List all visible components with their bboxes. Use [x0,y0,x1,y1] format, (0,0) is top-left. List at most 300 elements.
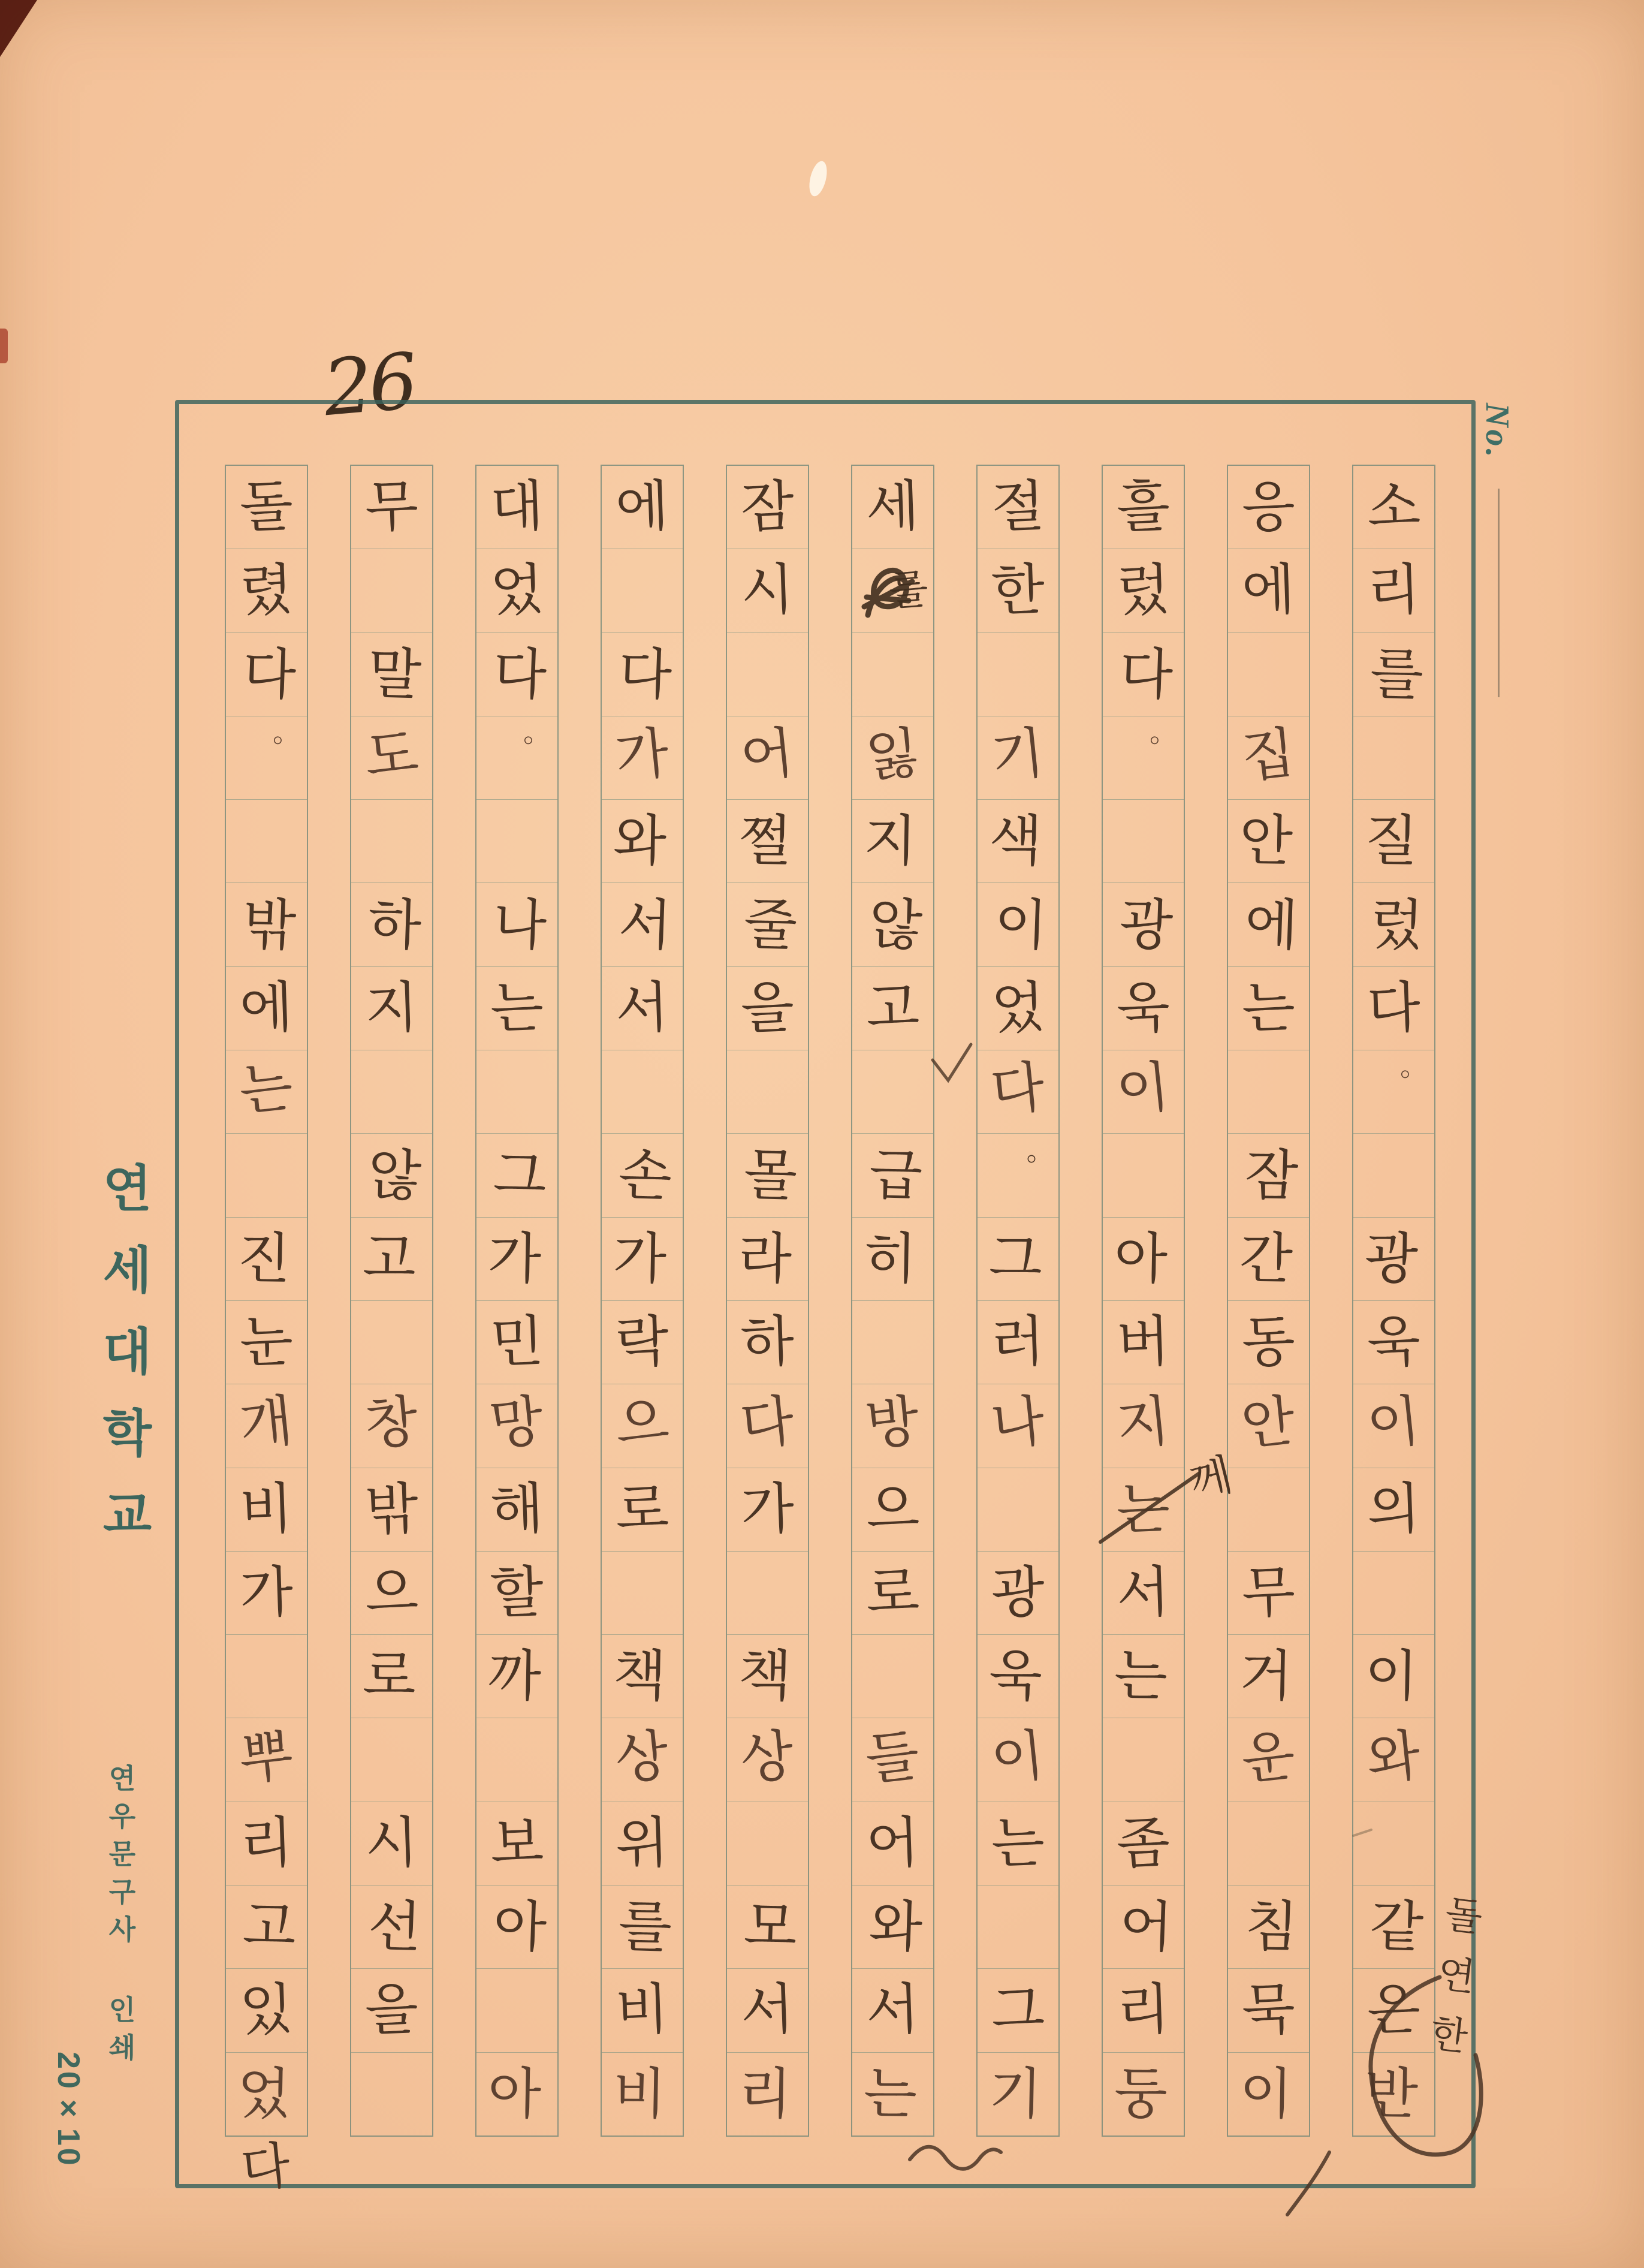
grid-cell [602,716,683,800]
grid-cell [1103,1218,1184,1301]
grid-cell [476,1050,557,1134]
grid-cell [602,1718,683,1802]
grid-cell [476,1134,557,1217]
grid-cell [978,800,1058,883]
handwritten-page-number: 26 [319,336,418,434]
grid-cell [1353,1718,1434,1802]
grid-cell [602,1050,683,1134]
grid-cell [852,549,933,632]
period-mark: 。 [270,713,301,749]
grid-cell [1353,1468,1434,1552]
handwritten-character: 돌 [239,474,294,540]
handwritten-character: 책 [613,1643,667,1709]
grid-cell [476,633,557,716]
handwritten-character: 다 [1118,641,1174,707]
handwritten-character: 아 [492,1893,548,1960]
grid-cell [602,1384,683,1468]
handwritten-character: 안 [1239,808,1293,874]
grid-cell [1228,800,1309,883]
grid-cell [727,1134,808,1217]
handwritten-character: 다 [1366,975,1422,1041]
handwritten-character: 보 [489,1810,545,1877]
handwritten-character: 창 [361,1388,421,1458]
grid-cell [351,800,432,883]
handwritten-character: 밖 [242,891,297,958]
handwritten-character: 욱 [1366,1309,1422,1375]
grid-cell [852,1718,933,1802]
handwritten-character: 그 [988,1225,1043,1291]
handwritten-character: 침 [1244,1893,1299,1960]
grid-cell [727,2053,808,2136]
grid-cell [727,1218,808,1301]
grid-cell [226,800,307,883]
grid-cell [1103,1718,1184,1802]
grid-cell [602,466,683,549]
handwritten-character: 민 [489,1309,545,1375]
handwritten-character: 비 [613,2061,667,2127]
grid-cell [978,1384,1058,1468]
handwritten-character: 잠 [740,474,795,540]
handwritten-character: 선 [367,1893,423,1960]
handwritten-character: 고 [242,1893,297,1960]
grid-cell [1228,1552,1309,1635]
grid-cell [351,1301,432,1384]
grid-cell [1228,1718,1309,1802]
grid-cell [602,633,683,716]
handwritten-character: 이 [993,891,1049,958]
overflow-character: 다 [238,2135,293,2199]
grid-cell [351,2053,432,2136]
handwritten-character: 가 [613,1225,667,1291]
grid-cell [852,466,933,549]
handwritten-character: 동 [1241,1309,1296,1375]
grid-cell [727,1718,808,1802]
handwritten-character: 나 [988,1388,1048,1458]
grid-cell [978,1802,1058,1886]
grid-cell [602,1468,683,1552]
grid-cell [476,1552,557,1635]
grid-cell [351,466,432,549]
no-blank-line [1498,489,1500,697]
handwritten-character: 렀 [1369,891,1425,958]
grid-cell [727,800,808,883]
grid-cell [351,883,432,966]
grid-cell [226,713,307,800]
handwritten-character: 비 [614,1977,670,2044]
grid-cell [226,1718,307,1802]
grid-cell [1103,549,1184,632]
grid-cell [602,1301,683,1384]
grid-cell [602,1802,683,1886]
grid-cell [602,1218,683,1301]
handwritten-character: 아 [1114,1225,1168,1291]
grid-cell [852,1552,933,1635]
handwritten-character: 시 [740,557,795,624]
handwritten-character: 들 [862,1722,922,1792]
handwritten-character: 상 [612,1722,672,1792]
paper-size-label: 20×10 [51,2052,86,2168]
handwritten-character: 간 [1239,1225,1293,1291]
handwritten-character: 응 [1241,474,1296,540]
school-name: 연세대학교 [94,1162,153,1570]
handwritten-character: 광 [1118,891,1174,958]
scan-corner-artifact [0,0,37,57]
grid-cell [1353,1047,1434,1134]
handwritten-character: 와 [1364,1722,1423,1792]
grid-cell [1103,633,1184,716]
handwritten-character: 으 [612,1388,672,1458]
handwritten-character: 에 [614,474,670,540]
grid-cell [351,1969,432,2052]
grid-cell [727,466,808,549]
grid-cell [1103,1301,1184,1384]
handwritten-character: 쩔 [738,808,792,874]
handwritten-character: 고 [865,975,921,1041]
handwritten-character: 않 [868,891,924,958]
grid-cell [476,1301,557,1384]
grid-cell [1353,1886,1434,1969]
grid-cell [351,549,432,632]
handwritten-character: 와 [613,808,667,874]
handwritten-character: 가 [487,1225,542,1291]
grid-cell [1228,1050,1309,1134]
period-mark: 。 [1147,713,1178,749]
handwritten-character: 위 [614,1810,670,1877]
handwritten-character: 이 [988,1722,1048,1792]
handwritten-character: 를 [886,565,930,616]
grid-cell [978,1468,1058,1552]
grid-cell [351,716,432,800]
grid-cell [476,800,557,883]
grid-cell [1353,883,1434,966]
grid-cell [1228,1886,1309,1969]
handwritten-character: 도 [361,720,421,790]
grid-cell [226,633,307,716]
grid-cell [727,716,808,800]
handwritten-character: 는 [236,1054,296,1124]
handwritten-character: 반 [1364,2061,1419,2127]
handwritten-character: 흘 [1115,474,1171,540]
grid-cell [602,1134,683,1217]
handwritten-character: 방 [862,1388,922,1458]
grid-cell [852,1969,933,2052]
handwritten-character: 서 [865,1977,921,2044]
grid-cell [727,883,808,966]
grid-cell [727,1301,808,1384]
grid-cell [1228,1969,1309,2052]
grid-cell [978,1718,1058,1802]
handwritten-character: 리 [1366,557,1422,624]
grid-cell [727,1468,808,1552]
handwritten-character: 서 [617,891,673,958]
grid-cell [727,1050,808,1134]
scan-speck-artifact [806,159,830,198]
handwritten-character: 서 [1115,1559,1171,1626]
grid-cell [852,1802,933,1886]
handwritten-character: 색 [988,808,1043,874]
grid-cell [476,883,557,966]
printer-name: 연우문구사 인쇄 [104,1764,137,2071]
grid-cell [1228,883,1309,966]
handwritten-character: 었 [237,2061,291,2127]
grid-cell [351,1552,432,1635]
grid-cell [727,1384,808,1468]
handwritten-character: 지 [1113,1388,1173,1458]
handwritten-character: 줄 [743,891,798,958]
handwritten-character: 나 [492,891,548,958]
handwritten-character: 고 [362,1225,417,1291]
handwritten-character: 안 [1238,1388,1298,1458]
grid-cell [852,1886,933,1969]
grid-cell [852,1134,933,1217]
grid-cell [226,1969,307,2052]
grid-cell [978,549,1058,632]
handwritten-character: 히 [863,1225,918,1291]
grid-cell [978,1050,1058,1134]
grid-cell [1103,466,1184,549]
grid-cell [852,1384,933,1468]
grid-cell [978,1218,1058,1301]
handwritten-character: 잠 [1244,1142,1299,1209]
grid-cell [351,1218,432,1301]
handwritten-character: 이 [1113,1054,1173,1124]
grid-cell [226,1134,307,1217]
handwritten-character: 잃 [862,720,922,790]
handwritten-character: 렀 [1115,557,1171,624]
handwritten-character: 그 [990,1977,1046,2044]
handwritten-character: 묵 [1241,1977,1296,2044]
handwritten-character: 밖 [364,1476,420,1543]
grid-cell [852,1218,933,1301]
manuscript-column [475,465,559,2137]
grid-cell [226,883,307,966]
grid-cell [476,1718,557,1802]
grid-cell [978,1301,1058,1384]
grid-cell [476,1802,557,1886]
grid-cell [602,883,683,966]
handwritten-character: 진 [237,1225,291,1291]
grid-cell [978,633,1058,716]
handwritten-character: 이 [1364,1643,1419,1709]
handwritten-character: 기 [988,720,1048,790]
grid-cell [226,1635,307,1718]
handwritten-character: 책 [738,1643,792,1709]
handwritten-character: 있 [239,1977,294,2044]
handwritten-character: 하 [367,891,423,958]
handwritten-character: 는 [489,975,545,1041]
handwritten-character: 뿌 [236,1722,296,1792]
grid-cell [1228,1218,1309,1301]
handwritten-character: 소 [1366,474,1422,540]
handwritten-character: 운 [1238,1722,1298,1792]
handwritten-character: 락 [614,1309,670,1375]
grid-cell [727,1802,808,1886]
manuscript-column [976,465,1060,2137]
grid-cell [1353,1218,1434,1301]
handwritten-character: 집 [1238,720,1298,790]
grid-cell [226,1218,307,1301]
handwritten-character: 할 [489,1559,545,1626]
grid-cell [351,1718,432,1802]
grid-cell [476,2053,557,2136]
grid-cell [852,716,933,800]
grid-cell [852,967,933,1050]
handwritten-character: 세 [865,474,921,540]
grid-cell [351,1635,432,1718]
grid-cell [1228,633,1309,716]
handwritten-character: 는 [990,1810,1046,1877]
grid-cell [1353,967,1434,1050]
handwritten-character: 이 [1364,1388,1423,1458]
grid-cell [476,1218,557,1301]
handwritten-character: 을 [364,1977,420,2044]
grid-cell [978,1886,1058,1969]
handwritten-character: 둥 [1114,2061,1168,2127]
grid-cell [1228,967,1309,1050]
handwritten-character: 으 [364,1559,420,1626]
grid-cell [476,1468,557,1552]
handwritten-character: 질 [1364,808,1419,874]
grid-cell [727,549,808,632]
grid-cell [978,1969,1058,2052]
manuscript-column [726,465,809,2137]
grid-cell [226,1050,307,1134]
manuscript-column [851,465,934,2137]
handwritten-character: 대 [489,474,545,540]
insertion-note: 돌연한 [1418,1892,1485,2077]
grid-cell [476,1969,557,2052]
grid-cell [852,1468,933,1552]
manuscript-column [350,465,433,2137]
handwritten-character: 욱 [988,1643,1043,1709]
handwritten-character: 한 [990,557,1046,624]
handwritten-character: 었 [489,557,545,624]
grid-cell [852,1301,933,1384]
handwritten-character: 라 [738,1225,792,1291]
grid-cell [602,1969,683,2052]
handwritten-character: 버 [1115,1309,1171,1375]
grid-cell [978,1635,1058,1718]
grid-cell [852,1050,933,1134]
grid-cell [476,549,557,632]
handwritten-character: 까 [487,1643,542,1709]
grid-cell [226,549,307,632]
grid-cell [1228,1802,1309,1886]
handwritten-character: 무 [1241,1559,1296,1626]
handwritten-character: 를 [1369,641,1425,707]
handwritten-character: 는 [1114,1643,1168,1709]
grid-cell [1228,549,1309,632]
grid-cell [1228,2053,1309,2136]
handwritten-character: 광 [990,1559,1046,1626]
grid-cell [476,967,557,1050]
grid-cell [978,967,1058,1050]
grid-cell [978,2053,1058,2136]
handwritten-character: 거 [1239,1643,1293,1709]
grid-cell [602,1886,683,1969]
grid-cell [1228,1468,1309,1552]
handwritten-character: 를 [617,1893,673,1960]
handwritten-character: 어 [737,720,797,790]
grid-cell [1353,466,1434,549]
grid-cell [1353,1635,1434,1718]
grid-cell [978,1552,1058,1635]
grid-cell [852,2053,933,2136]
handwritten-character: 상 [737,1722,797,1792]
handwritten-character: 망 [487,1388,547,1458]
grid-cell [727,1886,808,1969]
grid-cell [978,466,1058,549]
grid-cell [1353,633,1434,716]
handwritten-character: 개 [236,1388,296,1458]
grid-cell [1353,549,1434,632]
grid-cell [226,967,307,1050]
handwritten-character: 절 [990,474,1046,540]
handwritten-character: 는 [1241,975,1296,1041]
grid-cell [602,800,683,883]
grid-cell [852,633,933,716]
grid-cell [1228,1134,1309,1217]
grid-cell [476,713,557,800]
grid-cell [602,1552,683,1635]
handwritten-character: 광 [1364,1225,1419,1291]
manuscript-column [225,465,308,2137]
grid-cell [226,466,307,549]
handwritten-character: 리 [1115,1977,1171,2044]
handwritten-character: 로 [362,1643,417,1709]
handwritten-character: 로 [865,1559,921,1626]
handwritten-character: 몰 [743,1142,798,1209]
grid-cell [602,549,683,632]
grid-cell [476,1384,557,1468]
handwritten-character: 어 [1118,1893,1174,1960]
grid-cell [727,967,808,1050]
grid-cell [1228,1301,1309,1384]
grid-cell [1228,1635,1309,1718]
handwritten-character: 지 [364,975,420,1041]
grid-cell [1228,1384,1309,1468]
handwritten-character: 아 [487,2061,542,2127]
grid-cell [226,1886,307,1969]
grid-cell [1353,1301,1434,1384]
handwritten-character: 가 [740,1476,795,1543]
grid-cell [602,1635,683,1718]
handwritten-character: 가 [239,1559,294,1626]
grid-cell [1103,967,1184,1050]
grid-cell [226,1384,307,1468]
handwritten-character: 급 [868,1142,924,1209]
grid-cell [727,1635,808,1718]
grid-cell [226,1802,307,1886]
handwritten-character: 가 [612,720,672,790]
handwritten-character: 손 [617,1142,673,1209]
grid-cell [351,1384,432,1468]
handwritten-character: 다 [242,641,297,707]
handwritten-character: 다 [492,641,548,707]
grid-cell [1103,1969,1184,2052]
grid-cell [1103,1802,1184,1886]
handwritten-character: 에 [1241,557,1296,624]
manuscript-column [1227,465,1310,2137]
handwritten-character: 하 [740,1309,795,1375]
handwritten-character: 눈 [239,1309,294,1375]
grid-cell [1353,716,1434,800]
grid-cell [1103,800,1184,883]
grid-cell [1353,800,1434,883]
grid-cell [351,1050,432,1134]
handwritten-character: 은 [1366,1977,1422,2044]
handwritten-character: 에 [1244,891,1299,958]
